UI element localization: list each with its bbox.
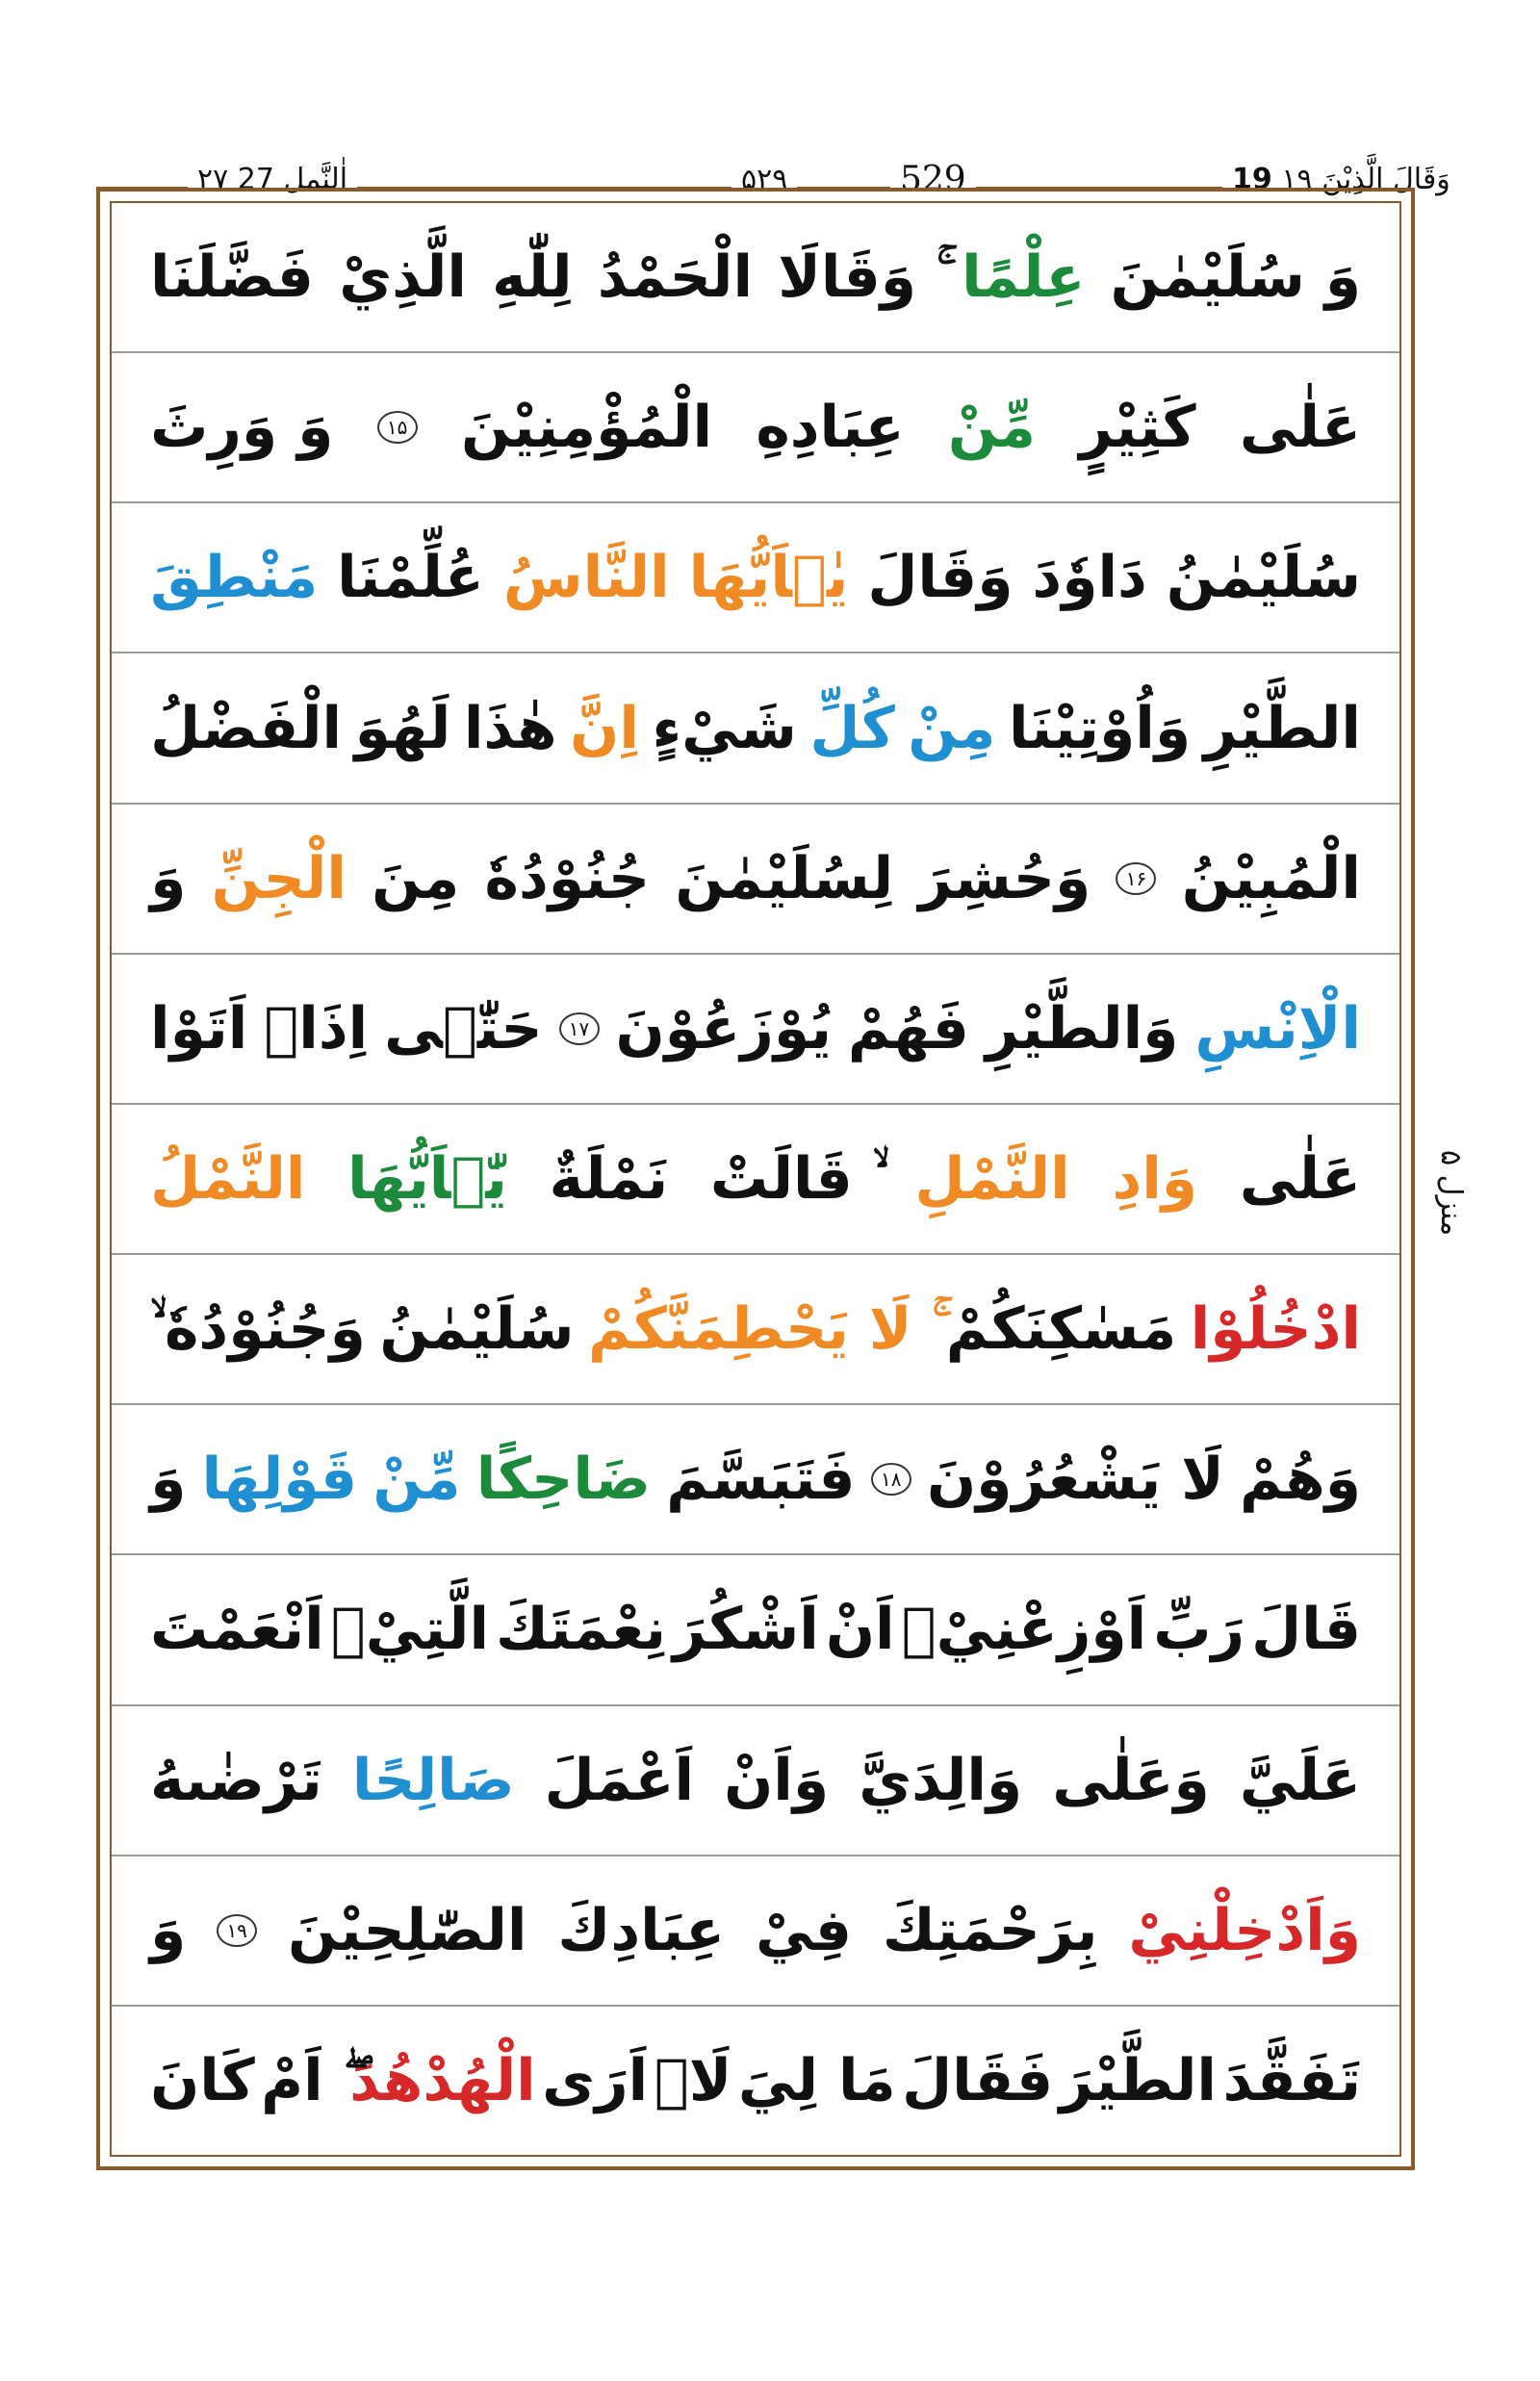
word: وَادِ: [1112, 1145, 1198, 1214]
word: وَ وَرِثَ: [150, 394, 334, 462]
text-line: [112, 1255, 1399, 1405]
word: نَمْلَةٌ: [549, 1145, 669, 1214]
word: يّٰۤاَيُّهَا: [347, 1145, 507, 1214]
word: الصّٰلِحِيْنَ: [288, 1896, 527, 1964]
word: فَضَّلَنَا: [150, 243, 314, 312]
word: كَثِيْرٍ: [1079, 394, 1196, 462]
word: تَرْضٰىهُ: [150, 1746, 322, 1814]
word: لِلّٰهِ: [492, 243, 573, 312]
text-line: [112, 1555, 1399, 1705]
word: لَا يَشْعُرُوْنَ: [926, 1446, 1224, 1514]
word: سُلَيْمٰنُ: [379, 1295, 575, 1364]
word: مِّنْ: [947, 394, 1037, 462]
manzil-label: منزل ۵: [1434, 1150, 1468, 1237]
word: دَاوٗدَ: [1032, 544, 1147, 612]
ayah-marker: ۱۸: [871, 1463, 911, 1496]
word: فَقَالَ: [902, 2046, 1054, 2114]
ayah-marker: ۱۶: [1116, 862, 1156, 895]
text-line: [112, 1856, 1399, 2007]
word: مِّنْ: [372, 1446, 461, 1514]
word: ۚ وَقَالَا: [778, 243, 937, 312]
word: الْاِنْسِ: [1194, 994, 1361, 1062]
text-line: [112, 1405, 1399, 1555]
word: قَوْلِهَا: [201, 1446, 358, 1514]
word: نِعْمَتَكَ: [496, 1596, 667, 1664]
text-line: [112, 805, 1399, 955]
juz-number: 19: [1232, 163, 1272, 196]
word: اَشْكُرَ: [673, 1596, 819, 1664]
juz-label: وَقَالَ الَّذِيْنَ ۱۹: [1281, 163, 1450, 196]
text-line: [112, 203, 1399, 353]
word: سُلَيْمٰنُ: [1166, 544, 1361, 612]
word: مِنْ: [908, 694, 996, 762]
word: فَتَبَسَّمَ: [666, 1446, 856, 1514]
word: عِبَادِهِ: [756, 394, 905, 462]
word: لِسُلَيْمٰنَ: [675, 844, 894, 912]
word: اَنْ: [825, 1596, 895, 1664]
word: مَا لِيَ: [737, 2046, 896, 2114]
word: لَهُوَ: [354, 694, 451, 762]
word: يٰۤاَيُّهَا: [688, 544, 849, 612]
word: وَاَدْخِلْنِيْ: [1128, 1896, 1361, 1964]
word: عُلِّمْنَا: [337, 544, 484, 612]
word: كُلِّ: [809, 694, 895, 762]
word: اِنَّ: [570, 694, 639, 762]
surah-label: ۲۷ اٰلنَّمل 27: [188, 162, 357, 198]
word: النَّمْلُ: [150, 1145, 306, 1214]
ayah-marker: ۱۵: [377, 411, 418, 444]
word: مِنَ: [372, 844, 460, 912]
word: عِبَادِكَ: [557, 1896, 726, 1964]
word: مَنْطِقَ: [150, 544, 319, 612]
word: الْهُدْهُدَ: [349, 2046, 536, 2114]
word: وَ: [150, 1896, 187, 1964]
word: الْحَمْدُ: [597, 243, 754, 312]
word: فِيْ: [756, 1896, 852, 1964]
word: مَسٰكِنَكُمْ: [945, 1295, 1177, 1364]
word: الطَّيْرِ: [1203, 694, 1361, 762]
ayah-marker: ۱۷: [559, 1012, 600, 1045]
word: ضَاحِكًا: [475, 1446, 651, 1514]
word: اَتَوْا: [150, 994, 248, 1062]
word: شَيْءٍ: [652, 694, 797, 762]
word: الْفَضْلُ: [150, 694, 343, 762]
word: الَّذِيْ: [339, 243, 467, 312]
word: ۙ قَالَتْ: [709, 1145, 873, 1214]
word: وَ: [150, 844, 187, 912]
word: وَقَالَ: [867, 544, 1014, 612]
text-line: [112, 353, 1399, 503]
ayah-marker: ۱۹: [217, 1914, 257, 1947]
word: بِرَحْمَتِكَ: [882, 1896, 1098, 1964]
word: حَتّٰۤى: [384, 994, 543, 1062]
word: وَ: [150, 1446, 187, 1514]
word: الْجِنِّ: [211, 844, 346, 912]
text-line: [112, 653, 1399, 804]
word: عَلَيَّ: [1239, 1746, 1361, 1814]
word: الطَّيْرَ: [1059, 2046, 1217, 2114]
word: كَانَ: [150, 2046, 255, 2114]
word: وَ سُلَيْمٰنَ: [1110, 243, 1361, 312]
word: وَحُشِرَ: [918, 844, 1091, 912]
word: ادْخُلُوْا: [1190, 1295, 1361, 1364]
word: اَعْمَلَ: [544, 1746, 695, 1814]
page-number: 529: [890, 162, 976, 198]
word: اَرَى: [542, 2046, 649, 2114]
word: يُوْزَعُوْنَ: [615, 994, 832, 1062]
word: وَالِدَيَّ: [859, 1746, 1023, 1814]
word: النَّاسُ: [502, 544, 670, 612]
word: هٰذَا: [463, 694, 557, 762]
word: قَالَ: [1251, 1596, 1361, 1664]
text-line: [112, 503, 1399, 653]
word: ۖ اَمْ: [261, 2046, 344, 2114]
word: فَهُمْ: [847, 994, 969, 1062]
page-frame: [96, 188, 1415, 2170]
word: عَلٰى: [1239, 1145, 1361, 1214]
word: تَفَقَّدَ: [1222, 2046, 1361, 2114]
word: النَّمْلِ: [914, 1145, 1070, 1214]
text-area: [110, 201, 1401, 2157]
word: اَوْزِعْنِيْۤ: [901, 1596, 1147, 1664]
word: الْمُؤْمِنِيْنَ: [460, 394, 713, 462]
word: اَنْعَمْتَ: [150, 1596, 324, 1664]
page-number-arabic: ۵۲۹: [732, 162, 797, 198]
word: عَلٰى: [1239, 394, 1361, 462]
text-line: [112, 2007, 1399, 2155]
text-line: [112, 1105, 1399, 1255]
word: وَالطَّيْرِ: [985, 994, 1179, 1062]
word: رَبِّ: [1153, 1596, 1245, 1664]
word: وَاَنْ: [724, 1746, 830, 1814]
word: جُنُوْدُهٗ: [484, 844, 651, 912]
word: وَجُنُوْدُهٗ ۙ: [150, 1295, 366, 1364]
word: وَعَلٰى: [1052, 1746, 1210, 1814]
word: ۚ لَا يَحْطِمَنَّكُمْ: [587, 1295, 933, 1364]
word: الَّتِيْۤ: [330, 1596, 490, 1664]
text-line: [112, 955, 1399, 1105]
word: وَهُمْ: [1240, 1446, 1361, 1514]
word: صَالِحًا: [351, 1746, 515, 1814]
word: عِلْمًا: [962, 243, 1086, 312]
word: وَاُوْتِيْنَا: [1008, 694, 1192, 762]
word: الْمُبِيْنُ: [1181, 844, 1361, 912]
word: اِذَاۤ: [264, 994, 369, 1062]
word: لَاۤ: [654, 2046, 732, 2114]
text-line: [112, 1706, 1399, 1856]
